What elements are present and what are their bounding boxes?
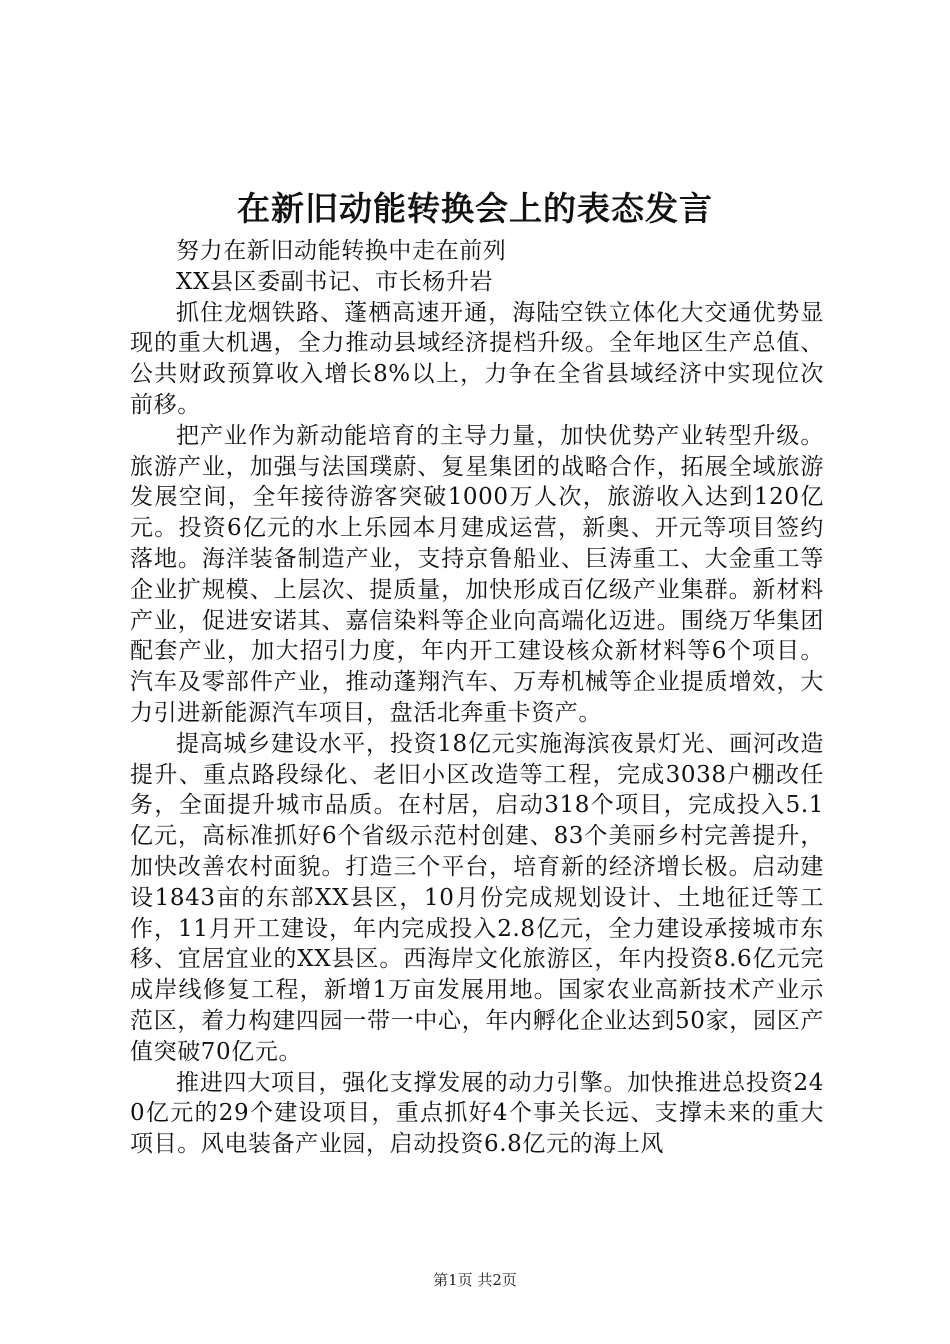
paragraph-3: 提高城乡建设水平，投资18亿元实施海滨夜景灯光、画河改造提升、重点路段绿化、老旧小区改造等工程，完成3038户棚改任务，全面提升城市品质。在村居，启动318个项目，完成投入5.1亿元，高标准抓好6个省级示范村创建、83个美丽乡村完善提升，加快改善农村面貌。打造三个平台，培育新的经济增长极。启动建设1843亩的东部XX县区，10月份完成规划设计、土地征迁等工作，11月开工建设，年内完成投入2.8亿元，全力建设承接城市东移、宜居宜业的XX县区。西海岸文化旅游区，年内投资8.6亿元完成岸线修复工程，新增1万亩发展用地。国家农业高新技术产业示范区，着力构建四园一带一中心，年内孵化企业达到50家，园区产值突破70亿元。 [130,730,824,1065]
paragraph-1: 抓住龙烟铁路、蓬栖高速开通，海陆空铁立体化大交通优势显现的重大机遇，全力推动县域经济提档升级。全年地区生产总值、公共财政预算收入增长8%以上，力争在全省县域经济中实现位次前移。 [130,299,824,418]
paragraph-2: 把产业作为新动能培育的主导力量，加快优势产业转型升级。旅游产业，加强与法国璞蔚、复星集团的战略合作，拓展全域旅游发展空间，全年接待游客突破1000万人次，旅游收入达到120亿元。投资6亿元的水上乐园本月建成运营，新奥、开元等项目签约落地。海洋装备制造产业，支持京鲁船业、巨涛重工、大金重工等企业扩规模、上层次、提质量，加快形成百亿级产业集群。新材料产业，促进安诺其、嘉信染料等企业向高端化迈进。围绕万华集团配套产业，加大招引力度，年内开工建设核众新材料等6个项目。汽车及零部件产业，推动蓬翔汽车、万寿机械等企业提质增效，大力引进新能源汽车项目，盘活北奔重卡资产。 [130,422,824,726]
document-body [130,236,824,1160]
paragraph-4: 推进四大项目，强化支撑发展的动力引擎。加快推进总投资240亿元的29个建设项目，重点抓好4个事关长远、支撑未来的重大项目。风电装备产业园，启动投资6.8亿元的海上风 [130,1069,824,1158]
document-author: XX县区委副书记、市长杨升岩 [176,268,494,295]
document-title: 在新旧动能转换会上的表态发言 [237,189,713,228]
page-number-footer: 第1页 共2页 [433,1271,517,1289]
document-subtitle: 努力在新旧动能转换中走在前列 [176,238,507,264]
